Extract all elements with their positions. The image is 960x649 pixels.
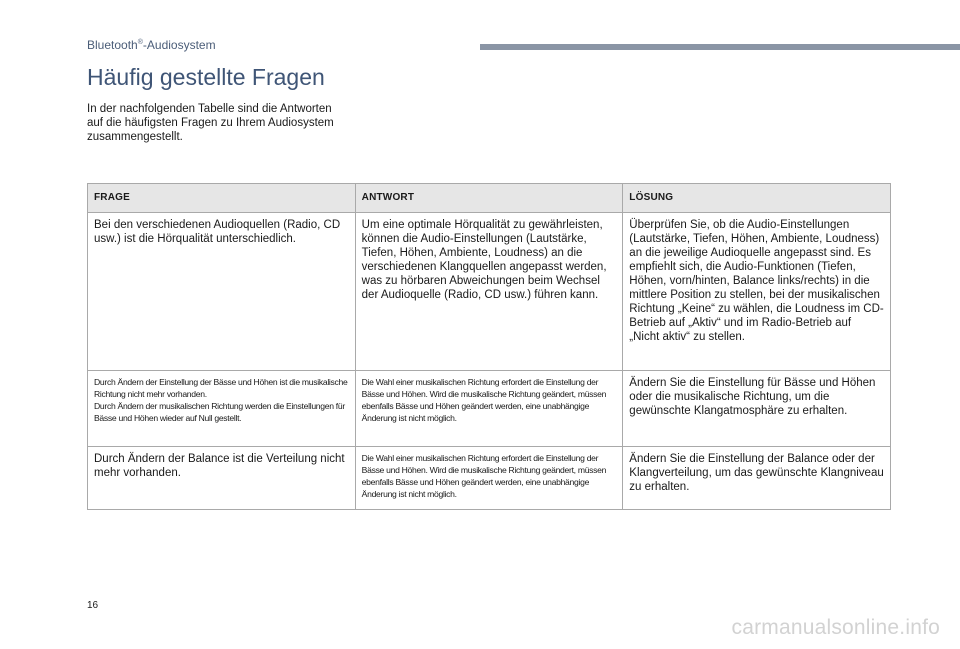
cell-loesung: Ändern Sie die Einstellung der Balance oder der Klangverteilung, um das gewünschte Klangniveau zu erhalten.	[623, 447, 891, 510]
table-row	[88, 447, 891, 510]
registered-mark: ®	[137, 39, 143, 46]
header-antwort: ANTWORT	[355, 184, 623, 213]
cell-frage-line: Durch Ändern der Einstellung der Bässe und Höhen ist die musikalische Richtung nicht mehr vorhanden.	[94, 377, 348, 399]
watermark: carmanualsonline.info	[731, 616, 940, 639]
page-title: Häufig gestellte Fragen	[87, 64, 325, 90]
cell-loesung: Ändern Sie die Einstellung für Bässe und Höhen oder die musikalische Richtung, um die gewünschte Klangatmosphäre zu erhalten.	[623, 371, 891, 447]
table-header-row	[88, 184, 891, 213]
header-loesung: LÖSUNG	[623, 184, 891, 213]
cell-antwort: Um eine optimale Hörqualität zu gewährleisten, können die Audio-Einstellungen (Lautstärke, Tiefen, Höhen, Ambiente, Loudness) an die verschiedenen Klangquellen angepasst werden, was zu hörbaren Abweichungen beim Wechsel der Audioquelle (Radio, CD usw.) führen kann.	[355, 213, 623, 371]
chapter-prefix: Bluetooth	[87, 38, 138, 52]
cell-frage-line: Durch Ändern der musikalischen Richtung werden die Einstellungen für Bässe und Höhen wieder auf Null gestellt.	[94, 401, 345, 423]
cell-frage: Durch Ändern der Balance ist die Verteilung nicht mehr vorhanden.	[88, 447, 356, 510]
page-number: 16	[87, 600, 99, 611]
table-row	[88, 213, 891, 371]
chapter-heading	[87, 38, 216, 52]
intro-text: In der nachfolgenden Tabelle sind die Antworten auf die häufigsten Fragen zu Ihrem Audiosystem zusammengestellt.	[87, 103, 334, 143]
chapter-suffix: -Audiosystem	[142, 38, 216, 52]
cell-frage	[88, 371, 356, 447]
table-row	[88, 371, 891, 447]
cell-antwort: Die Wahl einer musikalischen Richtung erfordert die Einstellung der Bässe und Höhen. Wird die musikalische Richtung geändert, müssen ebenfalls Bässe und Höhen geändert werden, eine unabhängige Änderung ist nicht möglich.	[355, 371, 623, 447]
cell-loesung: Überprüfen Sie, ob die Audio-Einstellungen (Lautstärke, Tiefen, Höhen, Ambiente, Loudness) an die jeweilige Audioquelle angepasst sind. Es empfiehlt sich, die Audio-Funktionen (Tiefen, Höhen, vorn/hinten, Balance links/rechts) in die mittlere Position zu stellen, bei der musikalischen Richtung „Keine“ zu wählen, die Loudness im CD-Betrieb auf „Aktiv“ und im Radio-Betrieb auf „Nicht aktiv“ zu stellen.	[623, 213, 891, 371]
faq-table	[87, 183, 891, 510]
header-frage: FRAGE	[88, 184, 356, 213]
cell-antwort: Die Wahl einer musikalischen Richtung erfordert die Einstellung der Bässe und Höhen. Wird die musikalische Richtung geändert, müssen ebenfalls Bässe und Höhen geändert werden, eine unabhängige Änderung ist nicht möglich.	[355, 447, 623, 510]
header-bar	[480, 44, 960, 50]
cell-frage: Bei den verschiedenen Audioquellen (Radio, CD usw.) ist die Hörqualität unterschiedlich.	[88, 213, 356, 371]
